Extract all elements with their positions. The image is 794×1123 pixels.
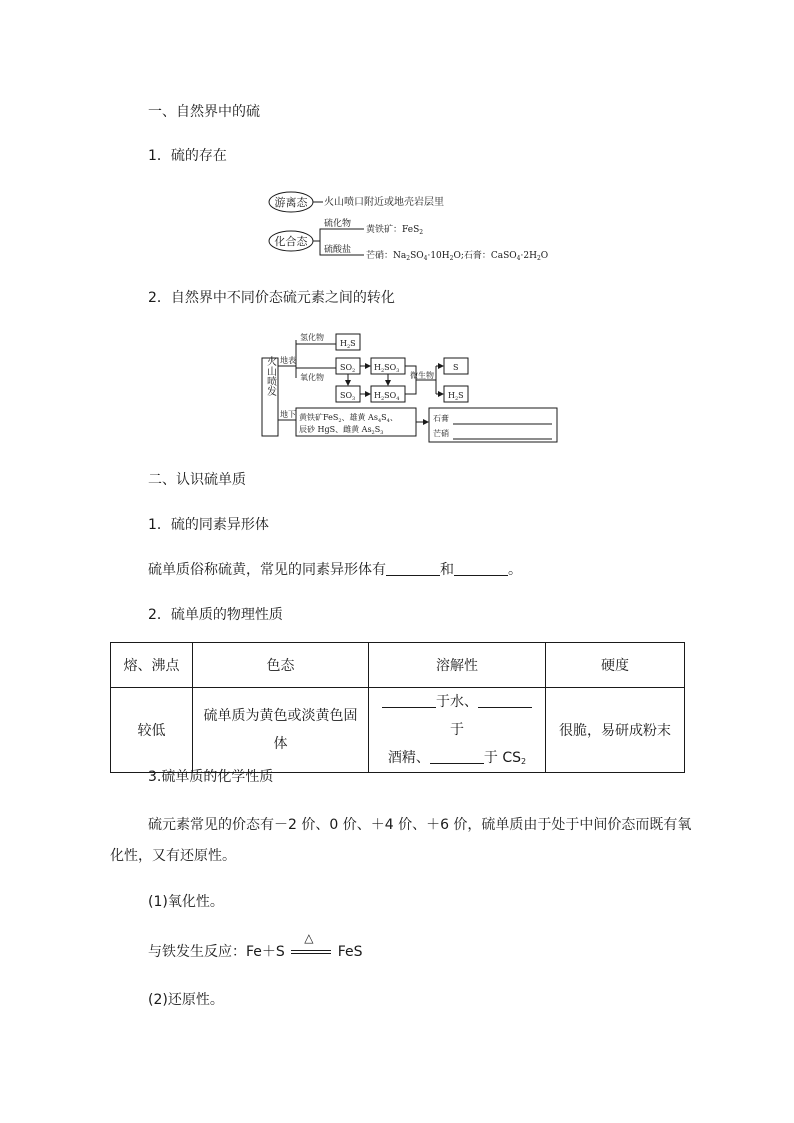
cell-hardness: 很脆，易研成粉末 bbox=[546, 688, 685, 773]
heat-triangle-icon: △ bbox=[304, 931, 314, 945]
double-line-icon bbox=[291, 950, 331, 954]
table-row bbox=[111, 688, 685, 773]
gypsum-label: 石膏 bbox=[433, 414, 449, 423]
section1-heading: 一、自然界中的硫 bbox=[148, 104, 260, 120]
sulfur-existence-diagram bbox=[268, 186, 568, 266]
s-label: S bbox=[453, 363, 459, 372]
section1-sub2: 2．自然界中不同价态硫元素之间的转化 bbox=[148, 290, 395, 306]
surface-label: 地表 bbox=[280, 356, 296, 365]
cell-melting: 较低 bbox=[111, 688, 193, 773]
hydride-label: 氢化物 bbox=[300, 333, 324, 342]
allotrope-text-a: 硫单质俗称硫黄，常见的同素异形体有 bbox=[148, 562, 386, 578]
allotrope-blank-2[interactable] bbox=[454, 561, 508, 576]
reducing-heading: (2)还原性。 bbox=[148, 992, 224, 1008]
sol-text-c: 酒精、 bbox=[387, 750, 430, 766]
iron-reaction-label: 与铁发生反应： bbox=[148, 944, 246, 960]
iron-reactants: Fe＋S bbox=[246, 944, 285, 960]
free-state-label: 游离态 bbox=[274, 196, 308, 209]
sol-text-b: 于 bbox=[450, 722, 464, 738]
sulfide-label: 硫化物 bbox=[324, 219, 352, 229]
section2-sub2: 2．硫单质的物理性质 bbox=[148, 607, 283, 623]
h2s-bottom-label: $H_2S$ bbox=[448, 391, 464, 402]
cell-solubility bbox=[369, 688, 546, 773]
sulfide-mineral: 黄铁矿：FeS$_2$ bbox=[366, 225, 424, 236]
section2-sub1: 1．硫的同素异形体 bbox=[148, 517, 269, 533]
header-color: 色态 bbox=[193, 643, 369, 688]
section1-sub1: 1．硫的存在 bbox=[148, 148, 227, 164]
table-header-row bbox=[111, 643, 685, 688]
cell-color-line2: 体 bbox=[273, 736, 288, 752]
solubility-blank-alcohol[interactable] bbox=[478, 693, 532, 708]
h2so3-label: $H_2SO_3$ bbox=[374, 363, 400, 374]
solubility-line1 bbox=[377, 688, 537, 744]
iron-reaction bbox=[148, 931, 363, 962]
header-hardness: 硬度 bbox=[546, 643, 685, 688]
volcano-label: 火山喷发 bbox=[264, 356, 276, 396]
sol-text-a: 于水、 bbox=[436, 694, 478, 710]
mirabilite-label: 芒硝 bbox=[433, 429, 449, 438]
sulfate-label: 硫酸盐 bbox=[324, 245, 352, 255]
header-melting: 熔、沸点 bbox=[111, 643, 193, 688]
section2-sub3: 3.硫单质的化学性质 bbox=[148, 769, 274, 785]
sol-text-d: 于 CS bbox=[483, 750, 522, 766]
h2s-top-label: $H_2S$ bbox=[340, 339, 356, 350]
solubility-line2 bbox=[377, 744, 537, 772]
underground-label: 地下 bbox=[280, 410, 296, 419]
section2-heading: 二、认识硫单质 bbox=[148, 472, 246, 488]
reaction-condition bbox=[289, 931, 333, 962]
combined-state-label: 化合态 bbox=[274, 235, 308, 248]
free-state-description: 火山喷口附近或地壳岩层里 bbox=[324, 197, 444, 208]
oxide-label: 氧化物 bbox=[300, 373, 324, 382]
iron-product: FeS bbox=[337, 944, 363, 960]
sulfur-conversion-diagram bbox=[258, 328, 562, 446]
allotrope-sentence bbox=[148, 560, 522, 580]
chem-paragraph-line2: 化性，又有还原性。 bbox=[110, 848, 236, 864]
solubility-blank-water[interactable] bbox=[382, 693, 436, 708]
cell-color-line1: 硫单质为黄色或淡黄色固 bbox=[203, 708, 358, 724]
sulfate-minerals: 芒硝：$Na_2SO_4\cdot 10H_2O$;石膏：$CaSO_4\cdot 2H_2O$ bbox=[366, 251, 549, 262]
minerals-line1: 黄铁矿FeS$_2$、雄黄 $As_4S_4$、 bbox=[299, 413, 398, 424]
allotrope-text-c: 。 bbox=[508, 562, 522, 578]
solubility-blank-cs2[interactable] bbox=[430, 749, 484, 764]
microbe-label: 微生物 bbox=[410, 371, 434, 380]
sol-sub: 2 bbox=[521, 757, 527, 766]
allotrope-text-b: 和 bbox=[440, 562, 454, 578]
chem-paragraph-line1: 硫元素常见的价态有－2 价、0 价、＋4 价、＋6 价，硫单质由于处于中间价态而既有氧 bbox=[148, 817, 692, 833]
h2so4-label: $H_2SO_4$ bbox=[374, 391, 400, 402]
physical-properties-table bbox=[110, 642, 685, 773]
so2-label: $SO_2$ bbox=[340, 363, 356, 374]
minerals-line2: 辰砂 HgS、雌黄 $As_2S_3$ bbox=[299, 425, 384, 436]
header-solubility: 溶解性 bbox=[369, 643, 546, 688]
allotrope-blank-1[interactable] bbox=[386, 561, 440, 576]
oxidizing-heading: (1)氧化性。 bbox=[148, 894, 224, 910]
combined-branch bbox=[313, 229, 364, 241]
so3-label: $SO_3$ bbox=[340, 391, 356, 402]
cell-color bbox=[193, 688, 369, 773]
